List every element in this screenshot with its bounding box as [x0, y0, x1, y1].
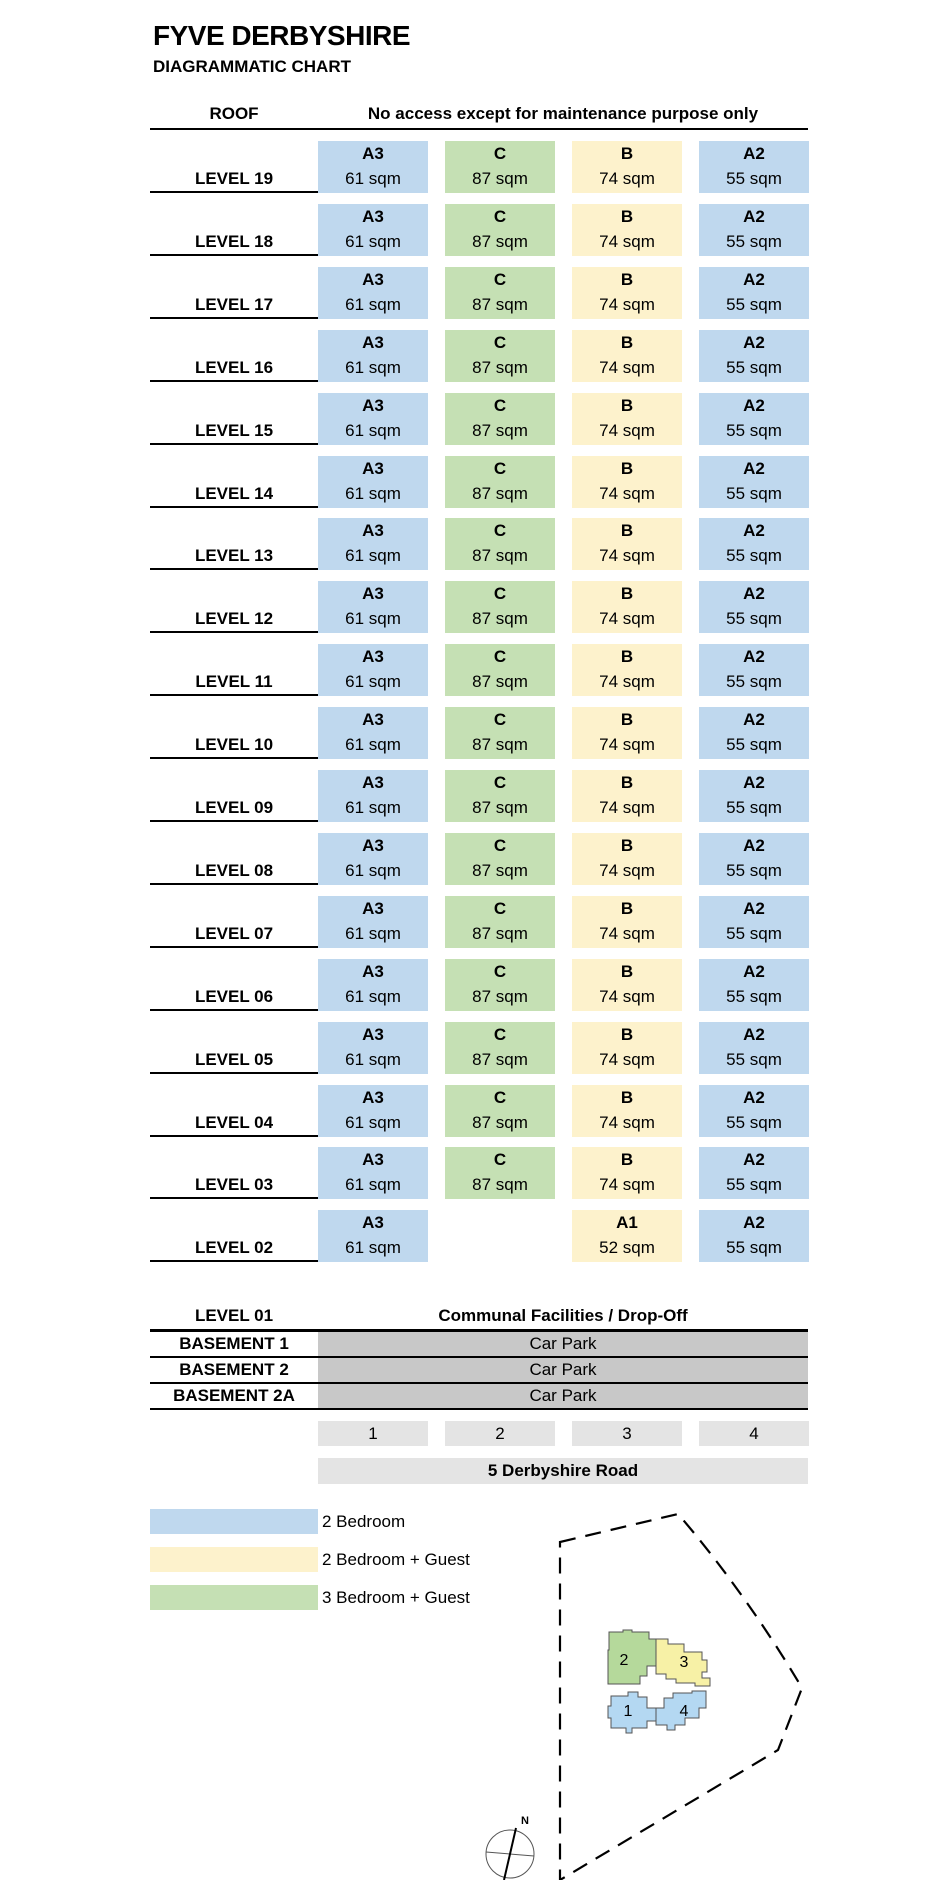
- block-4-label: 4: [679, 1703, 689, 1720]
- level-label: LEVEL 11: [150, 670, 318, 696]
- unit-area: 74 sqm: [599, 798, 655, 817]
- block-2-label: 2: [619, 1652, 629, 1669]
- unit-area: 61 sqm: [345, 986, 401, 1006]
- unit-type: A3: [362, 710, 384, 730]
- unit-type: A2: [743, 647, 765, 667]
- unit-cell: [445, 1085, 555, 1137]
- unit-cell: [572, 896, 682, 948]
- unit-area: 52 sqm: [599, 1238, 655, 1258]
- block-2-footprint: [608, 1630, 656, 1684]
- unit-type: A3: [362, 332, 384, 352]
- unit-cell: [445, 707, 555, 759]
- block-3-label: 3: [679, 1654, 689, 1671]
- unit-area: 61 sqm: [345, 294, 401, 314]
- unit-cell: [445, 267, 555, 319]
- level-label: LEVEL 13: [150, 544, 318, 570]
- unit-area: 61 sqm: [345, 923, 401, 943]
- level-row: [0, 456, 950, 508]
- unit-area: 87 sqm: [472, 672, 528, 692]
- unit-area: 55 sqm: [726, 546, 782, 566]
- unit-cell: [699, 330, 809, 382]
- unit-cell: [318, 707, 428, 759]
- unit-cell: [318, 1210, 428, 1262]
- unit-area: 87 sqm: [472, 483, 528, 503]
- unit-area: 87 sqm: [472, 798, 528, 817]
- block-number: 2: [445, 1421, 555, 1446]
- unit-type: A3: [362, 961, 384, 981]
- unit-area: 87 sqm: [472, 1049, 528, 1069]
- legend-swatch-2-bedroom: [150, 1509, 318, 1534]
- unit-area: 87 sqm: [472, 294, 528, 314]
- unit-area: 74 sqm: [599, 609, 655, 629]
- unit-cell: [699, 1210, 809, 1262]
- block-number: 1: [318, 1421, 428, 1446]
- unit-type: A3: [362, 1087, 384, 1107]
- page-subtitle: DIAGRAMMATIC CHART: [153, 57, 351, 76]
- unit-area: 61 sqm: [345, 1049, 401, 1069]
- unit-type: A2: [743, 1150, 765, 1170]
- unit-type: A2: [743, 961, 765, 981]
- unit-type: A2: [743, 1087, 765, 1107]
- unit-type: C: [493, 144, 507, 163]
- level-label: LEVEL 03: [150, 1173, 318, 1199]
- level-row: [0, 1147, 950, 1199]
- unit-area: 74 sqm: [599, 986, 655, 1006]
- unit-type: B: [620, 332, 634, 352]
- unit-area: 55 sqm: [726, 860, 782, 880]
- unit-area: 61 sqm: [345, 1238, 401, 1258]
- unit-area: 61 sqm: [345, 1112, 401, 1132]
- unit-area: 87 sqm: [472, 986, 528, 1006]
- road-label: 5 Derbyshire Road: [318, 1458, 808, 1484]
- basement-row: [150, 1332, 808, 1358]
- unit-type: C: [493, 458, 507, 478]
- level-row: [0, 330, 950, 382]
- unit-area: 55 sqm: [726, 1049, 782, 1069]
- level-label: LEVEL 05: [150, 1048, 318, 1074]
- unit-area: 87 sqm: [472, 169, 528, 188]
- level-label: LEVEL 09: [150, 796, 318, 822]
- unit-type: A3: [362, 521, 384, 541]
- unit-cell: [572, 1210, 682, 1262]
- unit-cell: [572, 267, 682, 319]
- unit-type: A3: [362, 206, 384, 226]
- unit-type: B: [620, 961, 634, 981]
- unit-cell: [699, 1085, 809, 1137]
- legend-label: 2 Bedroom: [322, 1512, 406, 1531]
- unit-cell: [445, 770, 555, 822]
- unit-area: 55 sqm: [726, 483, 782, 503]
- unit-cell: [699, 393, 809, 445]
- unit-area: 87 sqm: [472, 923, 528, 943]
- unit-cell: [572, 204, 682, 256]
- unit-area: 87 sqm: [472, 735, 528, 755]
- unit-cell: [699, 896, 809, 948]
- unit-area: 55 sqm: [726, 357, 782, 377]
- legend-label: 3 Bedroom + Guest: [322, 1588, 470, 1607]
- level-row: [0, 833, 950, 885]
- unit-area: 87 sqm: [472, 860, 528, 880]
- unit-area: 74 sqm: [599, 357, 655, 377]
- car-park-bar: Car Park: [318, 1358, 808, 1382]
- level-label: LEVEL 12: [150, 607, 318, 633]
- level-label: LEVEL 18: [150, 230, 318, 256]
- unit-type: B: [620, 710, 634, 730]
- unit-area: 87 sqm: [472, 609, 528, 629]
- unit-area: 74 sqm: [599, 860, 655, 880]
- unit-cell: [699, 833, 809, 885]
- unit-cell: [572, 644, 682, 696]
- car-park-bar: Car Park: [318, 1332, 808, 1356]
- level-label: LEVEL 17: [150, 293, 318, 319]
- level-row: [0, 141, 950, 193]
- basement-label: BASEMENT 1: [179, 1334, 289, 1353]
- unit-type: B: [620, 1150, 634, 1170]
- unit-type: B: [620, 835, 634, 855]
- car-park-bar: Car Park: [318, 1384, 808, 1408]
- unit-type: B: [620, 773, 634, 792]
- unit-cell: [699, 770, 809, 822]
- level-label: LEVEL 10: [150, 733, 318, 759]
- unit-cell: [445, 833, 555, 885]
- unit-type: A2: [743, 269, 765, 289]
- unit-type: A2: [743, 1024, 765, 1044]
- legend-swatch-3-bedroom-guest: [150, 1585, 318, 1610]
- unit-type: C: [493, 1150, 507, 1170]
- legend-label: 2 Bedroom + Guest: [322, 1550, 470, 1569]
- unit-cell: [445, 141, 555, 193]
- unit-area: 74 sqm: [599, 1112, 655, 1132]
- unit-area: 61 sqm: [345, 860, 401, 880]
- unit-area: 61 sqm: [345, 798, 401, 817]
- unit-cell: [445, 644, 555, 696]
- basement-label: BASEMENT 2: [179, 1360, 289, 1379]
- unit-type: C: [493, 521, 507, 541]
- legend-swatch-2-bedroom-guest: [150, 1547, 318, 1572]
- unit-cell: [572, 1147, 682, 1199]
- level-label: LEVEL 04: [150, 1111, 318, 1137]
- unit-area: 61 sqm: [345, 483, 401, 503]
- unit-type: C: [493, 773, 507, 792]
- unit-cell: [572, 456, 682, 508]
- unit-area: 61 sqm: [345, 609, 401, 629]
- unit-cell: [318, 1085, 428, 1137]
- unit-type: C: [493, 961, 507, 981]
- unit-cell: [572, 707, 682, 759]
- unit-type: A2: [743, 458, 765, 478]
- unit-area: 61 sqm: [345, 169, 401, 188]
- unit-type: B: [620, 1087, 634, 1107]
- unit-area: 61 sqm: [345, 357, 401, 377]
- unit-type: A1: [616, 1213, 638, 1233]
- unit-type: A2: [743, 898, 765, 918]
- level-label: LEVEL 07: [150, 922, 318, 948]
- unit-type: A3: [362, 395, 384, 415]
- unit-type: A3: [362, 458, 384, 478]
- unit-type: C: [493, 584, 507, 604]
- level-label: LEVEL 06: [150, 985, 318, 1011]
- unit-area: 55 sqm: [726, 420, 782, 440]
- unit-type: C: [493, 206, 507, 226]
- unit-area: 55 sqm: [726, 169, 782, 188]
- level-row: [0, 581, 950, 633]
- unit-area: 74 sqm: [599, 735, 655, 755]
- unit-area: 55 sqm: [726, 798, 782, 817]
- unit-area: 61 sqm: [345, 735, 401, 755]
- level-row: [0, 644, 950, 696]
- unit-area: 61 sqm: [345, 672, 401, 692]
- level-row: [0, 204, 950, 256]
- unit-area: 61 sqm: [345, 546, 401, 566]
- unit-cell: [318, 581, 428, 633]
- unit-cell: [699, 581, 809, 633]
- level-label: LEVEL 02: [150, 1236, 318, 1262]
- unit-cell: [318, 518, 428, 570]
- roof-note: No access except for maintenance purpose only: [367, 104, 759, 123]
- unit-type: A3: [362, 144, 384, 163]
- unit-area: 61 sqm: [345, 420, 401, 440]
- unit-cell: [445, 456, 555, 508]
- level-01-text: Communal Facilities / Drop-Off: [438, 1306, 688, 1325]
- unit-type: C: [493, 1087, 507, 1107]
- unit-type: A2: [743, 710, 765, 730]
- level-row: [0, 1085, 950, 1137]
- unit-cell: [699, 456, 809, 508]
- unit-type: A3: [362, 898, 384, 918]
- level-01-row: [150, 1304, 808, 1330]
- unit-area: 55 sqm: [726, 1175, 782, 1195]
- unit-area: 55 sqm: [726, 986, 782, 1006]
- block-number: 4: [699, 1421, 809, 1446]
- unit-area: 87 sqm: [472, 231, 528, 251]
- unit-type: C: [493, 835, 507, 855]
- level-label: LEVEL 14: [150, 482, 318, 508]
- unit-area: 61 sqm: [345, 1175, 401, 1195]
- unit-cell: [699, 644, 809, 696]
- unit-type: A3: [362, 1150, 384, 1170]
- level-row: [0, 393, 950, 445]
- unit-cell: [318, 456, 428, 508]
- unit-cell: [318, 204, 428, 256]
- unit-cell: [318, 644, 428, 696]
- unit-area: 55 sqm: [726, 672, 782, 692]
- unit-type: A3: [362, 773, 384, 792]
- level-row: [0, 1022, 950, 1074]
- level-label: LEVEL 19: [150, 167, 318, 193]
- unit-area: 74 sqm: [599, 231, 655, 251]
- unit-type: C: [493, 332, 507, 352]
- unit-cell: [572, 833, 682, 885]
- unit-area: 61 sqm: [345, 231, 401, 251]
- north-label: N: [521, 1815, 529, 1827]
- unit-cell: [318, 1022, 428, 1074]
- block-1-label: 1: [623, 1703, 633, 1720]
- unit-cell: [699, 141, 809, 193]
- unit-type: B: [620, 458, 634, 478]
- level-label: LEVEL 08: [150, 859, 318, 885]
- unit-type: A2: [743, 206, 765, 226]
- unit-area: 87 sqm: [472, 1112, 528, 1132]
- unit-cell: [699, 1022, 809, 1074]
- unit-type: B: [620, 269, 634, 289]
- page-title: FYVE DERBYSHIRE: [153, 20, 410, 51]
- basement-row: [150, 1384, 808, 1410]
- unit-area: 87 sqm: [472, 420, 528, 440]
- unit-cell: [572, 770, 682, 822]
- unit-type: A2: [743, 332, 765, 352]
- level-row: [0, 959, 950, 1011]
- unit-type: C: [493, 269, 507, 289]
- level-01-label: LEVEL 01: [194, 1306, 274, 1325]
- unit-area: 87 sqm: [472, 546, 528, 566]
- unit-area: 55 sqm: [726, 1238, 782, 1258]
- level-row: [0, 518, 950, 570]
- basement-label: BASEMENT 2A: [173, 1386, 295, 1405]
- unit-type: A3: [362, 584, 384, 604]
- unit-cell: [318, 267, 428, 319]
- unit-cell: [445, 896, 555, 948]
- unit-area: 55 sqm: [726, 609, 782, 629]
- unit-type: B: [620, 521, 634, 541]
- roof-label: ROOF: [209, 104, 259, 123]
- unit-cell: [572, 141, 682, 193]
- basement-row: [150, 1358, 808, 1384]
- unit-type: C: [493, 898, 507, 918]
- unit-type: A2: [743, 835, 765, 855]
- unit-cell: [445, 518, 555, 570]
- unit-cell: [445, 330, 555, 382]
- roof-divider: [150, 128, 808, 130]
- unit-type: C: [493, 647, 507, 667]
- unit-area: 74 sqm: [599, 1049, 655, 1069]
- unit-type: B: [620, 584, 634, 604]
- unit-area: 74 sqm: [599, 923, 655, 943]
- unit-area: 74 sqm: [599, 169, 655, 188]
- unit-type: B: [620, 395, 634, 415]
- unit-cell: [318, 833, 428, 885]
- unit-cell: [572, 959, 682, 1011]
- unit-type: B: [620, 144, 634, 163]
- unit-cell: [699, 204, 809, 256]
- unit-cell: [572, 581, 682, 633]
- unit-area: 87 sqm: [472, 1175, 528, 1195]
- site-plan: [480, 1500, 820, 1880]
- unit-cell: [699, 707, 809, 759]
- unit-area: 55 sqm: [726, 231, 782, 251]
- unit-cell: [445, 1022, 555, 1074]
- unit-type: A2: [743, 773, 765, 792]
- north-arrow-icon: [486, 1815, 534, 1880]
- block-number: 3: [572, 1421, 682, 1446]
- unit-area: 87 sqm: [472, 357, 528, 377]
- unit-type: A3: [362, 1024, 384, 1044]
- unit-cell: [699, 959, 809, 1011]
- unit-type: B: [620, 898, 634, 918]
- unit-type: A2: [743, 144, 765, 163]
- unit-cell: [699, 267, 809, 319]
- unit-cell: [572, 330, 682, 382]
- unit-cell: [445, 959, 555, 1011]
- unit-type: A3: [362, 1213, 384, 1233]
- unit-type: A2: [743, 584, 765, 604]
- unit-cell: [445, 393, 555, 445]
- unit-type: C: [493, 1024, 507, 1044]
- unit-type: A2: [743, 1213, 765, 1233]
- unit-cell: [572, 518, 682, 570]
- unit-cell: [318, 330, 428, 382]
- unit-type: A3: [362, 835, 384, 855]
- unit-cell: [572, 1022, 682, 1074]
- unit-area: 55 sqm: [726, 1112, 782, 1132]
- unit-type: B: [620, 206, 634, 226]
- level-label: LEVEL 15: [150, 419, 318, 445]
- unit-area: 74 sqm: [599, 546, 655, 566]
- unit-cell: [318, 1147, 428, 1199]
- unit-area: 74 sqm: [599, 294, 655, 314]
- unit-area: 74 sqm: [599, 420, 655, 440]
- level-row: [0, 896, 950, 948]
- unit-type: B: [620, 1024, 634, 1044]
- unit-cell: [318, 896, 428, 948]
- level-row: [0, 1210, 950, 1262]
- level-row: [0, 707, 950, 759]
- unit-area: 55 sqm: [726, 294, 782, 314]
- unit-cell: [318, 141, 428, 193]
- unit-type: C: [493, 710, 507, 730]
- unit-area: 74 sqm: [599, 1175, 655, 1195]
- unit-cell: [572, 1085, 682, 1137]
- level-label: LEVEL 16: [150, 356, 318, 382]
- unit-type: B: [620, 647, 634, 667]
- unit-cell: [699, 518, 809, 570]
- unit-cell: [445, 204, 555, 256]
- unit-cell: [445, 581, 555, 633]
- unit-type: C: [493, 395, 507, 415]
- unit-area: 55 sqm: [726, 923, 782, 943]
- unit-area: 74 sqm: [599, 672, 655, 692]
- unit-area: 74 sqm: [599, 483, 655, 503]
- unit-cell: [318, 393, 428, 445]
- unit-cell: [699, 1147, 809, 1199]
- unit-type: A2: [743, 395, 765, 415]
- unit-cell: [445, 1147, 555, 1199]
- unit-type: A2: [743, 521, 765, 541]
- unit-cell: [572, 393, 682, 445]
- unit-area: 55 sqm: [726, 735, 782, 755]
- unit-cell: [318, 770, 428, 822]
- level-row: [0, 770, 950, 822]
- unit-type: A3: [362, 647, 384, 667]
- unit-cell: [318, 959, 428, 1011]
- unit-type: A3: [362, 269, 384, 289]
- level-row: [0, 267, 950, 319]
